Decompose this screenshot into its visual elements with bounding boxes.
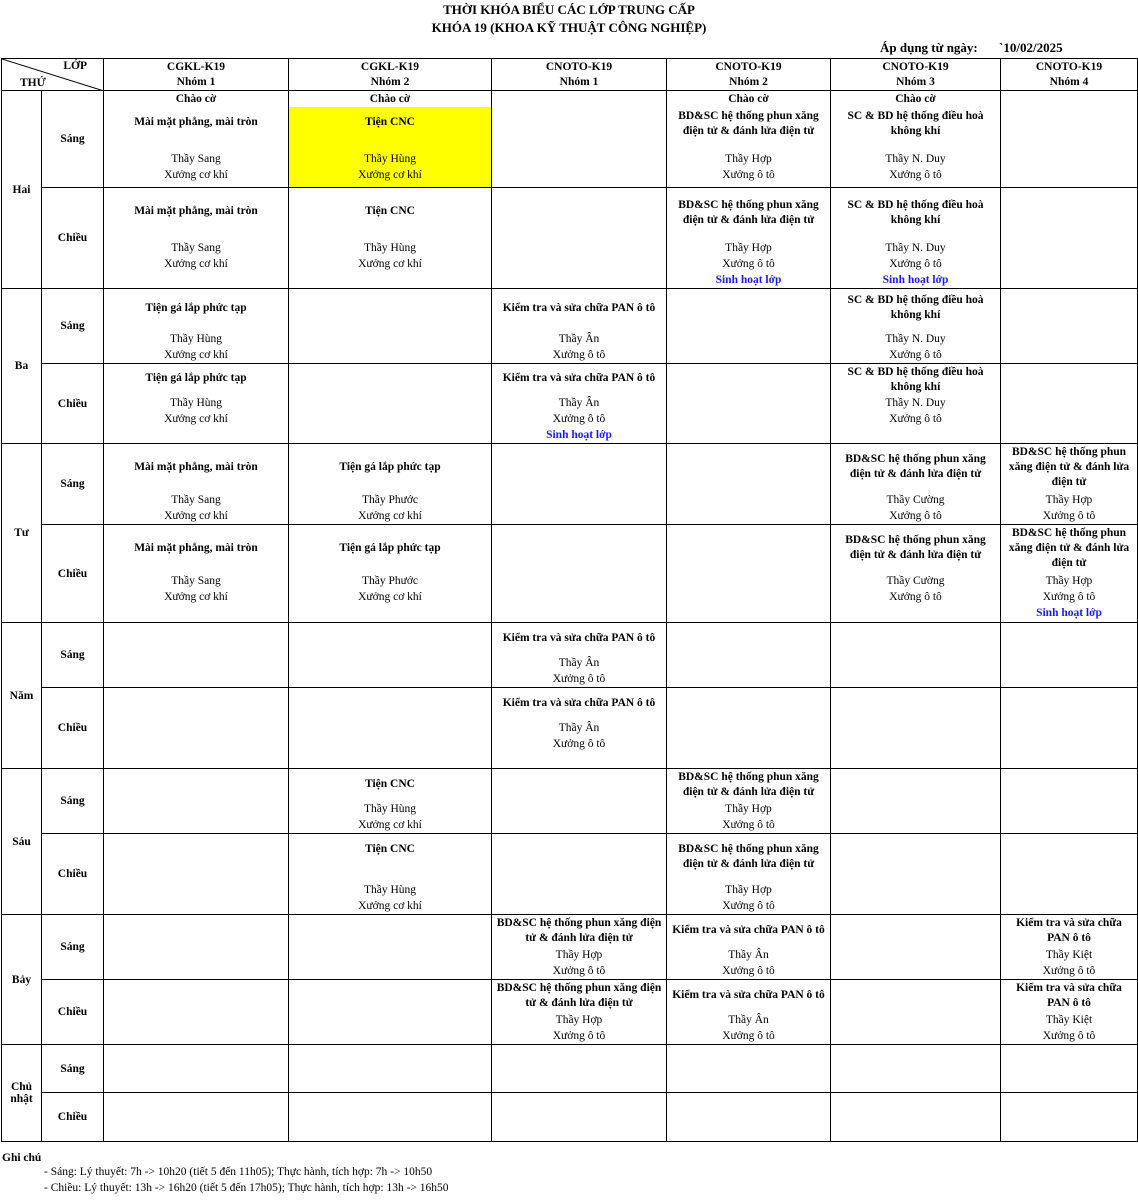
session-label: Chiều bbox=[42, 980, 104, 1045]
corner-lop-label: LỚP bbox=[63, 60, 87, 72]
schedule-cell-empty bbox=[289, 688, 492, 769]
schedule-cell-empty bbox=[492, 769, 667, 834]
session-label: Sáng bbox=[42, 289, 104, 364]
schedule-cell-empty bbox=[831, 915, 1001, 980]
session-label: Sáng bbox=[42, 444, 104, 525]
schedule-cell-empty bbox=[492, 525, 667, 623]
schedule-cell: Kiểm tra và sửa chữa PAN ô tô Thầy Ân Xưởng ô tô Sinh hoạt lớp bbox=[492, 364, 667, 444]
note-afternoon: - Chiều: Lý thuyết: 13h -> 16h20 (tiết 5 đến 17h05); Thực hành, tích hợp: 13h -> 16h50 bbox=[44, 1182, 449, 1194]
schedule-cell: Kiểm tra và sửa chữa PAN ô tô Thầy Ân Xưởng ô tô bbox=[492, 289, 667, 364]
schedule-cell-empty bbox=[1001, 364, 1138, 444]
schedule-cell: BD&SC hệ thống phun xăng điện tử & đánh lửa điện tử Thầy Hợp Xưởng ô tô bbox=[667, 769, 831, 834]
session-label: Sáng bbox=[42, 769, 104, 834]
schedule-cell-empty bbox=[1001, 769, 1138, 834]
column-header: CNOTO-K19 Nhóm 1 bbox=[492, 59, 667, 91]
session-label: Chiều bbox=[42, 688, 104, 769]
column-header: CGKL-K19 Nhóm 2 bbox=[289, 59, 492, 91]
schedule-cell: Tiện gá lắp phức tạp Thầy Hùng Xưởng cơ khí bbox=[104, 289, 289, 364]
schedule-cell: SC & BD hệ thống điều hoà không khí Thầy N. Duy Xưởng ô tô bbox=[831, 364, 1001, 444]
schedule-cell: Kiểm tra và sửa chữa PAN ô tô Thầy Kiệt Xưởng ô tô bbox=[1001, 980, 1138, 1045]
applied-date-row bbox=[880, 40, 1063, 56]
schedule-cell-empty bbox=[667, 623, 831, 688]
session-label: Chiều bbox=[42, 525, 104, 623]
schedule-cell-empty bbox=[104, 769, 289, 834]
session-label: Sáng bbox=[42, 915, 104, 980]
schedule-cell-empty bbox=[492, 834, 667, 915]
schedule-cell-empty bbox=[1001, 623, 1138, 688]
schedule-cell-empty bbox=[492, 188, 667, 289]
schedule-cell-empty bbox=[831, 688, 1001, 769]
schedule-cell: Mài mặt phẳng, mài tròn Thầy Sang Xưởng cơ khí bbox=[104, 444, 289, 525]
schedule-cell: BD&SC hệ thống phun xăng điện tử & đánh lửa điện tử Thầy Cường Xưởng ô tô bbox=[831, 444, 1001, 525]
schedule-cell-empty bbox=[1001, 188, 1138, 289]
corner-diagonal bbox=[2, 59, 104, 91]
schedule-cell-empty bbox=[289, 364, 492, 444]
corner-thu-label: THỨ bbox=[20, 77, 46, 89]
page-subtitle: KHÓA 19 (KHOA KỸ THUẬT CÔNG NGHIỆP) bbox=[431, 20, 707, 35]
schedule-cell-empty bbox=[831, 1093, 1001, 1142]
schedule-cell: Tiện gá lắp phức tạp Thầy Hùng Xưởng cơ khí bbox=[104, 364, 289, 444]
schedule-cell: BD&SC hệ thống phun xăng điện tử & đánh lửa điện tử Thầy Hợp Xưởng ô tô Sinh hoạt lớp bbox=[1001, 525, 1138, 623]
schedule-cell: Tiện gá lắp phức tạp Thầy Phước Xưởng cơ khí bbox=[289, 525, 492, 623]
schedule-cell-empty bbox=[1001, 1093, 1138, 1142]
applied-tick: ` bbox=[999, 40, 1004, 55]
schedule-cell-empty bbox=[667, 1045, 831, 1093]
session-label: Chiều bbox=[42, 834, 104, 915]
corner-header bbox=[2, 59, 104, 91]
schedule-cell: Tiện CNC Thầy Hùng Xưởng cơ khí bbox=[289, 834, 492, 915]
column-header: CNOTO-K19 Nhóm 2 bbox=[667, 59, 831, 91]
schedule-cell-empty bbox=[289, 980, 492, 1045]
schedule-cell-empty bbox=[289, 1093, 492, 1142]
schedule-cell-empty bbox=[104, 915, 289, 980]
schedule-cell: Chào cờ Mài mặt phẳng, mài tròn Thầy Sang Xưởng cơ khí bbox=[104, 91, 289, 188]
schedule-cell: Kiểm tra và sửa chữa PAN ô tô Thầy Ân Xưởng ô tô bbox=[492, 688, 667, 769]
day-label: Ba bbox=[2, 289, 42, 444]
schedule-cell-empty bbox=[1001, 289, 1138, 364]
day-label: Sáu bbox=[2, 769, 42, 915]
session-label: Sáng bbox=[42, 1045, 104, 1093]
timetable-grid bbox=[1, 58, 1138, 1142]
schedule-cell: BD&SC hệ thống phun xăng điện tử & đánh lửa điện tử Thầy Hợp Xưởng ô tô bbox=[492, 915, 667, 980]
schedule-cell: Kiểm tra và sửa chữa PAN ô tô Thầy Ân Xưởng ô tô bbox=[492, 623, 667, 688]
schedule-cell-empty bbox=[104, 1045, 289, 1093]
schedule-cell: Kiểm tra và sửa chữa PAN ô tô Thầy Kiệt Xưởng ô tô bbox=[1001, 915, 1138, 980]
schedule-cell: BD&SC hệ thống phun xăng điện tử & đánh lửa điện tử Thầy Hợp Xưởng ô tô bbox=[1001, 444, 1138, 525]
schedule-cell-empty bbox=[667, 364, 831, 444]
note-morning: - Sáng: Lý thuyết: 7h -> 10h20 (tiết 5 đến 11h05); Thực hành, tích hợp: 7h -> 10h50 bbox=[44, 1166, 433, 1178]
schedule-cell-empty bbox=[289, 1045, 492, 1093]
schedule-cell-empty bbox=[1001, 834, 1138, 915]
schedule-cell-empty bbox=[831, 769, 1001, 834]
schedule-cell-empty bbox=[104, 1093, 289, 1142]
schedule-cell-empty bbox=[104, 834, 289, 915]
schedule-cell-empty bbox=[667, 525, 831, 623]
schedule-cell-empty bbox=[104, 688, 289, 769]
applied-date: 10/02/2025 bbox=[1003, 40, 1063, 55]
schedule-cell-empty bbox=[831, 980, 1001, 1045]
day-label: Bảy bbox=[2, 915, 42, 1045]
schedule-cell: SC & BD hệ thống điều hoà không khí Thầy N. Duy Xưởng ô tô bbox=[831, 289, 1001, 364]
notes-label: Ghi chú bbox=[2, 1152, 42, 1164]
schedule-cell: BD&SC hệ thống phun xăng điện tử & đánh lửa điện tử Thầy Hợp Xưởng ô tô bbox=[492, 980, 667, 1045]
schedule-cell-empty bbox=[667, 289, 831, 364]
schedule-cell-empty bbox=[289, 915, 492, 980]
session-label: Chiều bbox=[42, 364, 104, 444]
session-label: Chiều bbox=[42, 188, 104, 289]
schedule-cell: Tiện CNC Thầy Hùng Xưởng cơ khí bbox=[289, 769, 492, 834]
schedule-cell: Tiện CNC Thầy Hùng Xưởng cơ khí bbox=[289, 188, 492, 289]
schedule-cell-empty bbox=[831, 1045, 1001, 1093]
schedule-cell-empty bbox=[492, 1045, 667, 1093]
schedule-cell-empty bbox=[667, 1093, 831, 1142]
schedule-cell-empty bbox=[289, 289, 492, 364]
schedule-cell-empty bbox=[1001, 91, 1138, 188]
schedule-cell: Mài mặt phẳng, mài tròn Thầy Sang Xưởng cơ khí bbox=[104, 188, 289, 289]
schedule-cell-empty bbox=[831, 623, 1001, 688]
column-header: CNOTO-K19 Nhóm 3 bbox=[831, 59, 1001, 91]
schedule-cell-empty bbox=[492, 1093, 667, 1142]
schedule-cell: BD&SC hệ thống phun xăng điện tử & đánh lửa điện tử Thầy Hợp Xưởng ô tô Sinh hoạt lớp bbox=[667, 188, 831, 289]
schedule-cell-empty bbox=[1001, 688, 1138, 769]
schedule-cell: Kiểm tra và sửa chữa PAN ô tô Thầy Ân Xưởng ô tô bbox=[667, 915, 831, 980]
schedule-cell-empty bbox=[104, 980, 289, 1045]
session-label: Chiều bbox=[42, 1093, 104, 1142]
schedule-cell: Kiểm tra và sửa chữa PAN ô tô Thầy Ân Xưởng ô tô bbox=[667, 980, 831, 1045]
schedule-cell: Tiện gá lắp phức tạp Thầy Phước Xưởng cơ khí bbox=[289, 444, 492, 525]
notes-section bbox=[2, 1152, 449, 1196]
schedule-cell-empty bbox=[667, 688, 831, 769]
day-label: Tư bbox=[2, 444, 42, 623]
column-header: CGKL-K19 Nhóm 1 bbox=[104, 59, 289, 91]
schedule-cell-empty bbox=[492, 91, 667, 188]
schedule-cell: Chào cờ SC & BD hệ thống điều hoà không khí Thầy N. Duy Xưởng ô tô bbox=[831, 91, 1001, 188]
schedule-cell: BD&SC hệ thống phun xăng điện tử & đánh lửa điện tử Thầy Cường Xưởng ô tô bbox=[831, 525, 1001, 623]
column-header: CNOTO-K19 Nhóm 4 bbox=[1001, 59, 1138, 91]
schedule-cell: Mài mặt phẳng, mài tròn Thầy Sang Xưởng cơ khí bbox=[104, 525, 289, 623]
schedule-cell: Chào cờ BD&SC hệ thống phun xăng điện tử & đánh lửa điện tử Thầy Hợp Xưởng ô tô bbox=[667, 91, 831, 188]
schedule-cell-empty bbox=[667, 444, 831, 525]
schedule-cell: SC & BD hệ thống điều hoà không khí Thầy N. Duy Xưởng ô tô Sinh hoạt lớp bbox=[831, 188, 1001, 289]
session-label: Sáng bbox=[42, 91, 104, 188]
schedule-cell-empty bbox=[492, 444, 667, 525]
session-label: Sáng bbox=[42, 623, 104, 688]
day-label: Chủ nhật bbox=[2, 1045, 42, 1142]
applied-label: Áp dụng từ ngày: bbox=[880, 40, 978, 55]
day-label: Hai bbox=[2, 91, 42, 289]
schedule-cell-empty bbox=[104, 623, 289, 688]
schedule-cell-highlighted: Chào cờ Tiện CNC Thầy Hùng Xưởng cơ khí bbox=[289, 91, 492, 188]
schedule-cell-empty bbox=[831, 834, 1001, 915]
schedule-cell: BD&SC hệ thống phun xăng điện tử & đánh lửa điện tử Thầy Hợp Xưởng ô tô bbox=[667, 834, 831, 915]
schedule-cell-empty bbox=[1001, 1045, 1138, 1093]
day-label: Năm bbox=[2, 623, 42, 769]
page-title: THỜI KHÓA BIỂU CÁC LỚP TRUNG CẤP bbox=[443, 2, 695, 17]
schedule-cell-empty bbox=[289, 623, 492, 688]
